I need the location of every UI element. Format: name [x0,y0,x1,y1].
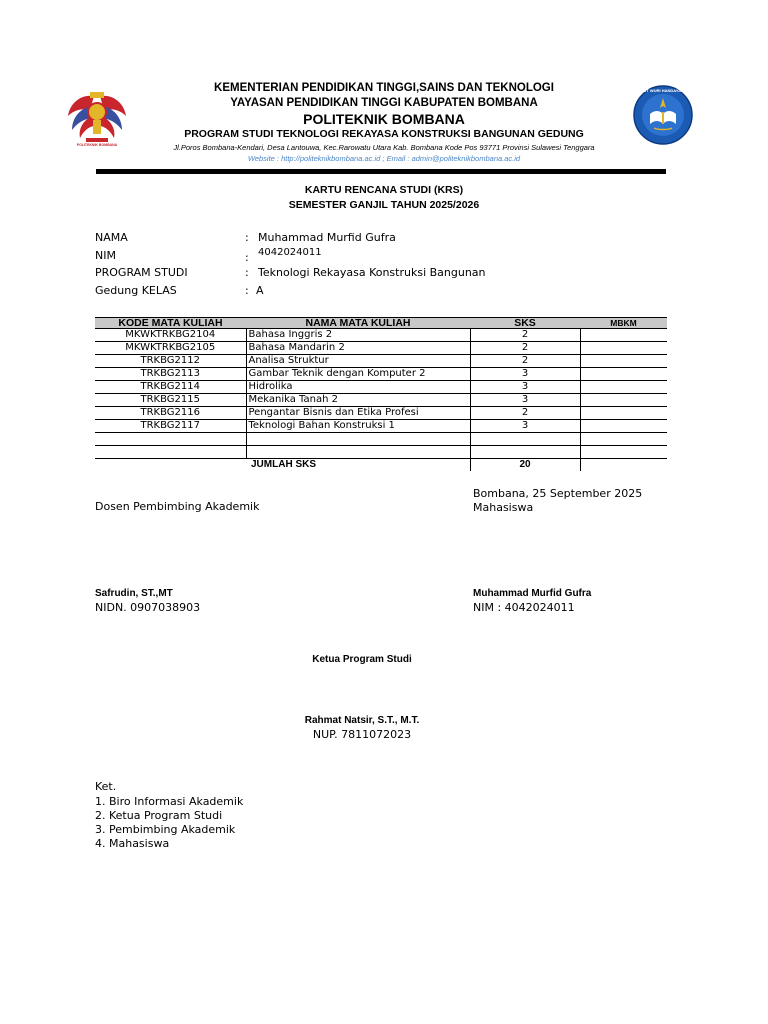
nim-label: NIM [95,249,116,262]
header-sks: SKS [470,318,580,329]
total-value: 20 [470,459,580,472]
table-row-empty [95,446,667,459]
ket-item: 1. Biro Informasi Akademik [95,795,244,808]
table-row [95,329,667,342]
table-row [95,368,667,381]
ket-item: 3. Pembimbing Akademik [95,823,236,836]
document-title: KARTU RENCANA STUDI (KRS) [304,184,464,196]
course-sks: 2 [470,407,580,420]
course-mbkm [580,407,667,420]
table-row [95,355,667,368]
address-line: Jl.Poros Bombana-Kendari, Desa Lantouwa, Kec.Rarowatu Utara Kab. Bombana Kode Pos 93771 Provinsi Sulawesi Tenggara [173,143,595,152]
institution-name: POLITEKNIK BOMBANA [303,111,465,127]
student-id: NIM : 4042024011 [473,601,575,614]
table-row [95,407,667,420]
course-name: Bahasa Inggris 2 [246,329,470,342]
course-sks: 3 [470,368,580,381]
course-sks: 2 [470,342,580,355]
course-mbkm [580,394,667,407]
course-code: TRKBG2117 [95,420,246,433]
head-name: Rahmat Natsir, S.T., M.T. [304,715,420,726]
semester-title: SEMESTER GANJIL TAHUN 2025/2026 [288,199,480,211]
course-mbkm [580,368,667,381]
head-id: NUP. 7811072023 [312,728,412,741]
advisor-id: NIDN. 0907038903 [95,601,201,614]
nama-separator: : [245,231,249,244]
total-row [95,459,667,472]
ket-item: 2. Ketua Program Studi [95,809,223,822]
table-header-row [95,318,667,329]
left-logo-caption: POLITEKNIK BOMBANA [76,143,118,147]
course-mbkm [580,342,667,355]
advisor-name: Safrudin, ST.,MT [95,588,173,599]
course-name: Bahasa Mandarin 2 [246,342,470,355]
course-code: TRKBG2112 [95,355,246,368]
gedung-kelas-label: Gedung KELAS [95,284,177,297]
course-sks: 3 [470,420,580,433]
nim-separator: : [245,251,249,264]
header-mbkm: MBKM [580,318,667,329]
website-line: Website : http://politeknikbombana.ac.id ; Email : admin@politeknikbombana.ac.id [247,154,521,163]
course-name: Teknologi Bahan Konstruksi 1 [246,420,470,433]
ministry-line: KEMENTERIAN PENDIDIKAN TINGGI,SAINS DAN TEKNOLOGI [214,82,554,94]
program-studi-value: Teknologi Rekayasa Konstruksi Bangunan [258,266,486,279]
course-mbkm [580,420,667,433]
nim-value: 4042024011 [258,247,322,258]
course-sks: 3 [470,394,580,407]
course-sks: 3 [470,381,580,394]
place-date: Bombana, 25 September 2025 [473,487,643,500]
ket-item: 4. Mahasiswa [95,837,170,850]
program-studi-label: PROGRAM STUDI [95,266,188,279]
course-name: Gambar Teknik dengan Komputer 2 [246,368,470,381]
table-row [95,420,667,433]
program-studi-separator: : [245,266,249,279]
header-nama: NAMA MATA KULIAH [246,318,470,329]
course-name: Analisa Struktur [246,355,470,368]
total-label: JUMLAH SKS [251,459,317,470]
head-role: Ketua Program Studi [312,654,412,665]
table-row-empty [95,433,667,446]
course-name: Mekanika Tanah 2 [246,394,470,407]
right-logo-caption: TUT WURI HANDAYANI [641,88,685,93]
table-row [95,381,667,394]
study-program-line: PROGRAM STUDI TEKNOLOGI REKAYASA KONSTRUKSI BANGUNAN GEDUNG [184,128,584,140]
student-role: Mahasiswa [473,501,534,514]
course-name: Hidrolika [246,381,470,394]
ket-label: Ket. [95,780,117,793]
header-kode: KODE MATA KULIAH [95,318,246,329]
course-code: MKWKTRKBG2105 [95,342,246,355]
header-divider [96,169,666,174]
advisor-role: Dosen Pembimbing Akademik [95,500,260,513]
nama-label: NAMA [95,231,128,244]
course-table [95,317,667,471]
gedung-kelas-separator: : [245,284,249,297]
course-code: TRKBG2116 [95,407,246,420]
foundation-line: YAYASAN PENDIDIKAN TINGGI KABUPATEN BOMBANA [230,97,538,109]
course-code: MKWKTRKBG2104 [95,329,246,342]
course-name: Pengantar Bisnis dan Etika Profesi [246,407,470,420]
course-code: TRKBG2115 [95,394,246,407]
course-code: TRKBG2114 [95,381,246,394]
course-mbkm [580,355,667,368]
gedung-kelas-value: A [256,284,264,297]
table-row [95,394,667,407]
table-row [95,342,667,355]
course-sks: 2 [470,355,580,368]
student-name: Muhammad Murfid Gufra [473,588,592,599]
nama-value: Muhammad Murfid Gufra [258,231,396,244]
course-code: TRKBG2113 [95,368,246,381]
course-mbkm [580,381,667,394]
course-sks: 2 [470,329,580,342]
course-mbkm [580,329,667,342]
